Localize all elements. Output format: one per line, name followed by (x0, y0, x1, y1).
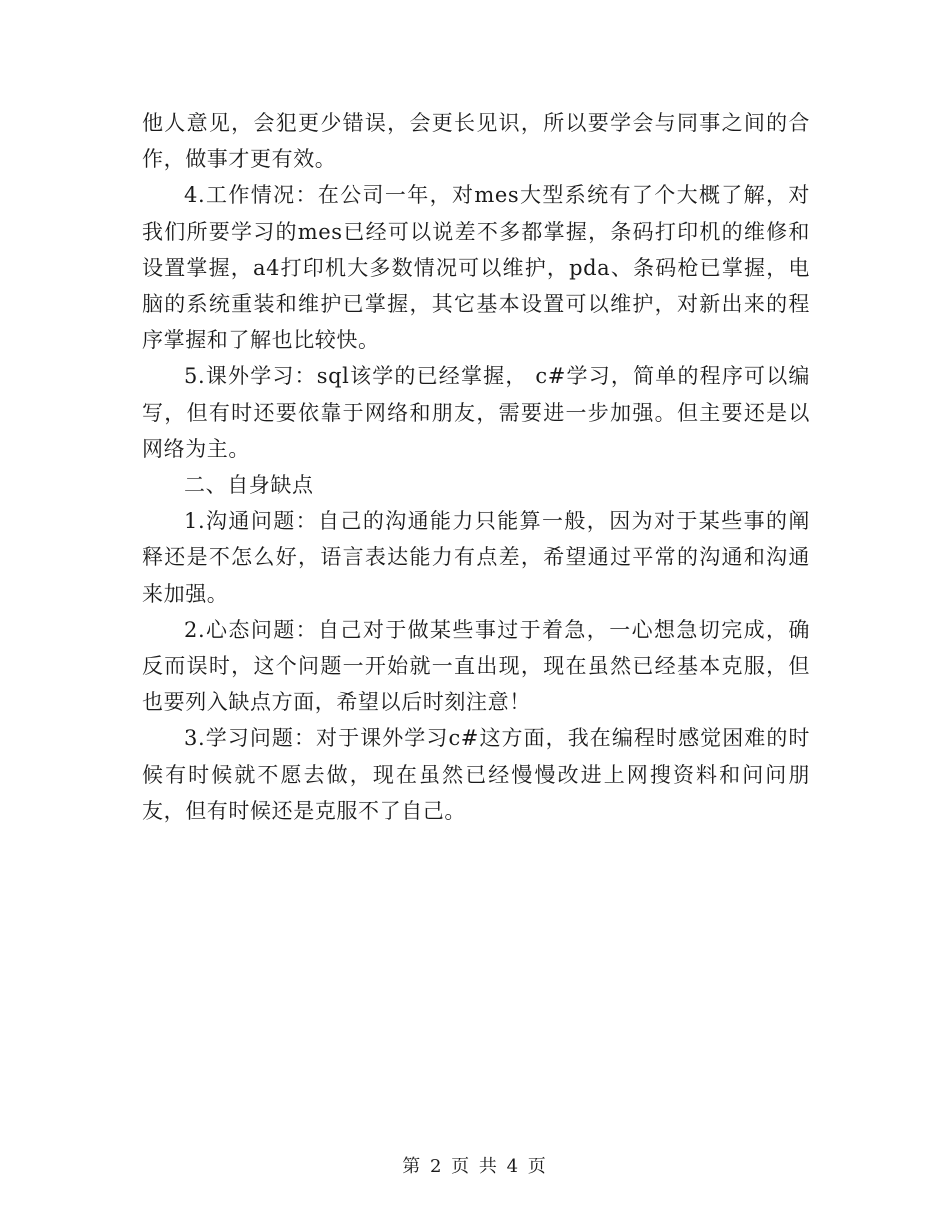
paragraph: 3.学习问题：对于课外学习c#这方面，我在编程时感觉困难的时候有时候就不愿去做，现在虽然已经慢慢改进上网搜资料和问问朋友，但有时候还是克服不了自己。 (142, 726, 810, 823)
paragraph: 2.心态问题：自己对于做某些事过于着急，一心想急切完成，确反而误时，这个问题一开始就一直出现，现在虽然已经基本克服，但也要列入缺点方面，希望以后时刻注意！ (142, 617, 810, 715)
paragraph: 1.沟通问题：自己的沟通能力只能算一般，因为对于某些事的阐释还是不怎么好，语言表达能力有点差，希望通过平常的沟通和沟通来加强。 (142, 509, 810, 606)
paragraph: 他人意见，会犯更少错误，会更长见识，所以要学会与同事之间的合作，做事才更有效。 (142, 111, 810, 172)
section-heading: 二、自身缺点 (184, 473, 314, 498)
page-footer (0, 1152, 950, 1178)
paragraph: 4.工作情况：在公司一年，对mes大型系统有了个大概了解，对我们所要学习的mes已经可以说差不多都掌握，条码打印机的维修和设置掌握，a4打印机大多数情况可以维护，pda、条码枪已掌握，电脑的系统重装和维护已掌握，其它基本设置可以维护，对新出来的程序掌握和了解也比较快。 (142, 183, 810, 353)
paragraph: 5.课外学习：sql该学的已经掌握， c#学习，简单的程序可以编写，但有时还要依靠于网络和朋友，需要进一步加强。但主要还是以网络为主。 (142, 364, 810, 461)
page-number-label: 第 2 页 共 4 页 (402, 1156, 548, 1177)
document-body (142, 105, 810, 829)
